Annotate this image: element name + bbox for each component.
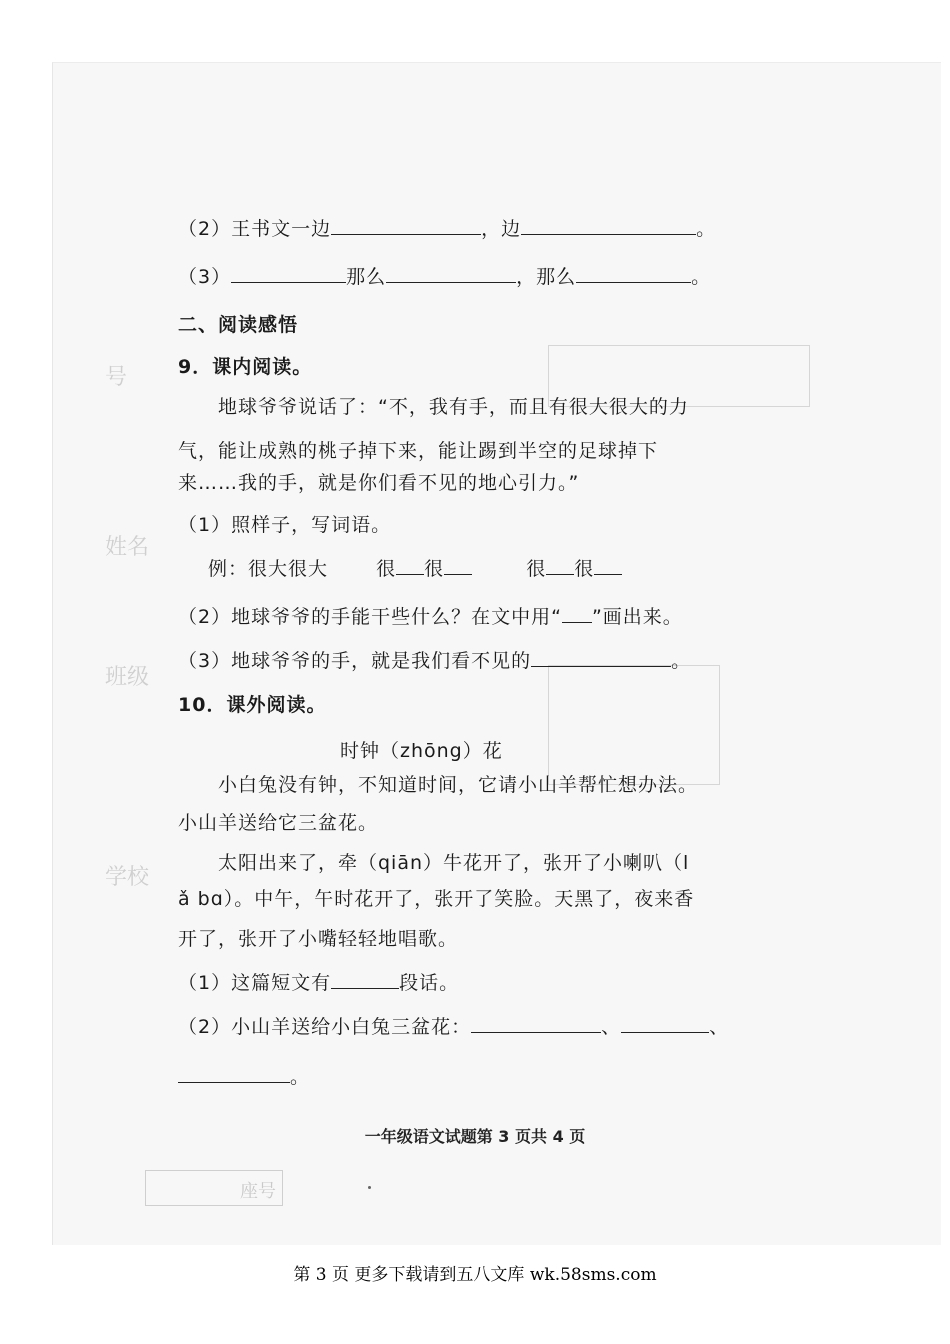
text: 段话。 [399, 972, 460, 994]
answer-blank[interactable] [386, 264, 516, 283]
answer-blank[interactable] [576, 264, 691, 283]
text: ，边 [481, 218, 522, 240]
question-9-3 [178, 646, 691, 673]
story-line: 太阳出来了，牵（qiān）牛花开了，张开了小喇叭（l [218, 852, 690, 874]
binding-margin-mark: 班级 [105, 665, 150, 690]
show-through-table-2 [548, 665, 720, 785]
text: 很 [424, 558, 445, 580]
answer-blank[interactable] [594, 556, 622, 575]
question-8-3 [178, 262, 711, 289]
example-text: 例：很大很大 [208, 558, 329, 580]
text: （3） [178, 266, 232, 288]
page-footer: 一年级语文试题第 3 页共 4 页 [364, 1127, 586, 1146]
question-10-title: 10．课外阅读。 [178, 694, 327, 716]
question-9-1: （1）照样子，写词语。 [178, 514, 392, 536]
passage-line: 来……我的手，就是你们看不见的地心引力。” [178, 472, 580, 494]
text: 。 [696, 218, 717, 240]
story-line: 开了，张开了小嘴轻轻地唱歌。 [178, 928, 459, 950]
section-title: 二、阅读感悟 [178, 314, 299, 336]
answer-blank[interactable] [396, 556, 424, 575]
text: （3）地球爷爷的手，就是我们看不见的 [178, 650, 532, 672]
answer-blank[interactable] [471, 1014, 601, 1033]
answer-blank[interactable] [331, 216, 481, 235]
question-9-title: 9．课内阅读。 [178, 356, 313, 378]
answer-blank[interactable] [444, 556, 472, 575]
binding-margin-mark: 姓名 [105, 535, 150, 560]
answer-blank[interactable] [546, 556, 574, 575]
text: （2）王书文一边 [178, 218, 332, 240]
answer-blank[interactable] [562, 604, 592, 623]
text: （2）地球爷爷的手能干些什么？在文中用“ [178, 606, 562, 628]
passage-line: 地球爷爷说话了：“不，我有手，而且有很大很大的力 [218, 396, 689, 418]
text: 、 [601, 1016, 622, 1038]
text: （2）小山羊送给小白兔三盆花： [178, 1016, 472, 1038]
seat-number-box [145, 1170, 283, 1206]
question-9-2 [178, 602, 683, 629]
question-10-2 [178, 1012, 729, 1039]
answer-blank[interactable] [331, 970, 399, 989]
answer-blank[interactable] [621, 1014, 709, 1033]
seat-label: 座号 [240, 1181, 276, 1202]
story-line: 小山羊送给它三盆花。 [178, 812, 379, 834]
scan-dot [368, 1186, 371, 1189]
answer-blank[interactable] [531, 648, 671, 667]
text: ”画出来。 [591, 606, 683, 628]
question-10-2-cont [178, 1062, 310, 1089]
story-title: 时钟（zhōng）花 [340, 740, 503, 762]
question-9-1-example [208, 554, 622, 581]
watermark: 第 3 页 更多下载请到五八文库 wk.58sms.com [293, 1265, 657, 1285]
passage-line: 气，能让成熟的桃子掉下来，能让踢到半空的足球掉下 [178, 440, 659, 462]
text: 那么 [346, 266, 387, 288]
text: 很 [376, 558, 397, 580]
text: 。 [671, 650, 692, 672]
text: 很 [526, 558, 547, 580]
text: 。 [290, 1066, 311, 1088]
story-line: 小白兔没有钟，不知道时间，它请小山羊帮忙想办法。 [218, 774, 699, 796]
answer-blank[interactable] [178, 1064, 290, 1083]
text: 、 [709, 1016, 730, 1038]
answer-blank[interactable] [521, 216, 696, 235]
binding-margin-mark: 学校 [105, 865, 150, 890]
text: ，那么 [516, 266, 577, 288]
story-line: ǎ bɑ）。中午，午时花开了，张开了笑脸。天黑了，夜来香 [178, 888, 695, 910]
question-8-2 [178, 214, 716, 241]
binding-margin-mark: 号 [105, 365, 128, 390]
answer-blank[interactable] [231, 264, 346, 283]
text: 很 [574, 558, 595, 580]
text: 。 [691, 266, 712, 288]
question-10-1 [178, 968, 459, 995]
text: （1）这篇短文有 [178, 972, 332, 994]
